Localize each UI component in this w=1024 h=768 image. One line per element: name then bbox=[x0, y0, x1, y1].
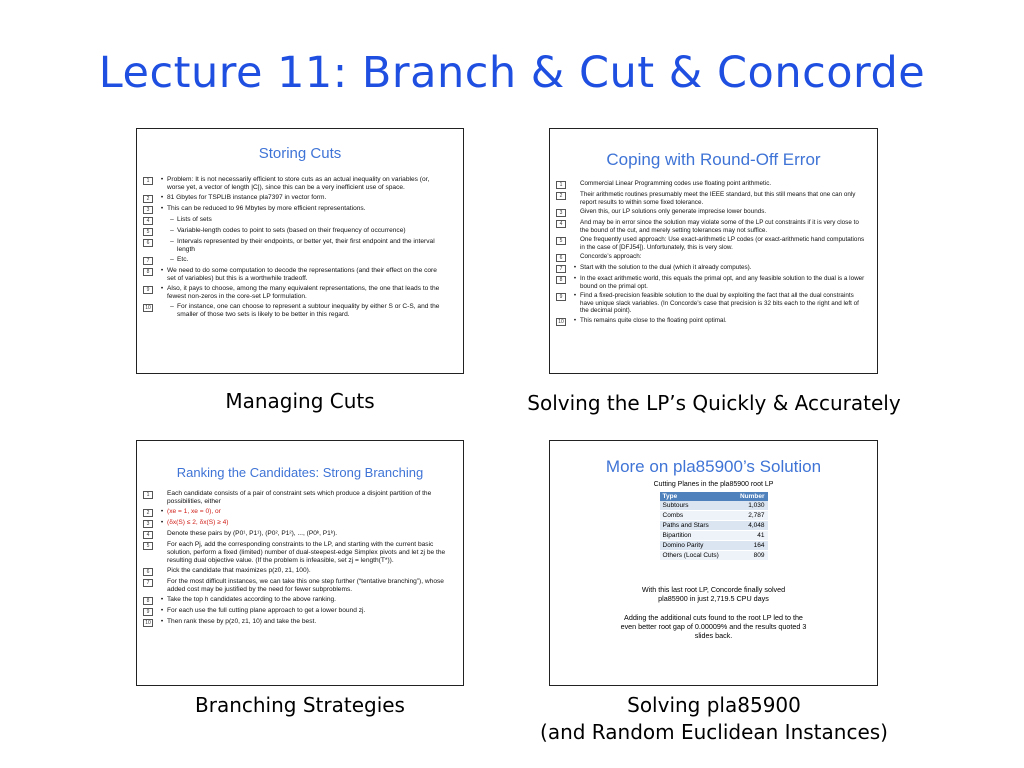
line-number: 10 bbox=[143, 304, 153, 312]
bullet: • bbox=[160, 618, 164, 625]
list-item-text: Lists of sets bbox=[177, 216, 212, 223]
list-item-text: For the most difficult instances, we can take this one step further (“tentative branching”), whose added cost may be justified by the need for fewer subproblems. bbox=[167, 578, 444, 593]
bullet: • bbox=[160, 596, 164, 603]
line-number: 2 bbox=[143, 509, 153, 517]
list-item bbox=[143, 567, 451, 576]
line-number: 9 bbox=[556, 293, 566, 301]
table-row bbox=[660, 531, 768, 541]
list-item-text: In the exact arithmetic world, this equals the primal opt, and any feasible solution to the dual is a lower bound on the primal opt. bbox=[580, 275, 865, 290]
bullet: – bbox=[170, 227, 174, 234]
thumbnail-storing-cuts[interactable] bbox=[136, 128, 464, 374]
list-item bbox=[143, 607, 451, 616]
list-item-text: (δx(S) ≤ 2, δx(S) ≥ 4) bbox=[167, 519, 229, 526]
bullet: • bbox=[160, 194, 164, 201]
list-item-text: Pick the candidate that maximizes p(z0, z1, 100). bbox=[167, 567, 311, 574]
cut-type-cell: Domino Parity bbox=[660, 541, 732, 551]
list-item-text: 81 Gbytes for TSPLIB instance pla7397 in vector form. bbox=[167, 194, 327, 201]
table-row bbox=[660, 511, 768, 521]
cut-count-cell: 164 bbox=[732, 541, 768, 551]
list-item-text: And may be in error since the solution may violate some of the LP cut constraints if it is very close to the bound of the cut, and merely setting tolerances may not suffice. bbox=[580, 219, 859, 234]
list-item bbox=[556, 180, 865, 189]
thumbnail-title: Storing Cuts bbox=[258, 145, 342, 162]
list-item-text: Commercial Linear Programming codes use floating point arithmetic. bbox=[580, 180, 772, 187]
bullet: • bbox=[160, 205, 164, 212]
line-number: 8 bbox=[143, 597, 153, 605]
list-item-text: We need to do some computation to decode the representations (and their effect on the core set of variables) but this is a worthwhile tradeoff. bbox=[167, 267, 437, 282]
line-number: 1 bbox=[143, 491, 153, 499]
bullet: – bbox=[170, 303, 174, 310]
line-number: 9 bbox=[143, 286, 153, 294]
thumbnail-title: Coping with Round-Off Error bbox=[606, 150, 821, 169]
line-number: 10 bbox=[143, 619, 153, 627]
cut-type-cell: Bipartition bbox=[660, 531, 732, 541]
line-number: 10 bbox=[556, 318, 566, 326]
list-item bbox=[143, 205, 447, 214]
bullet: • bbox=[573, 316, 577, 324]
line-number: 1 bbox=[556, 181, 566, 189]
bullet: • bbox=[573, 264, 577, 271]
cut-type-cell: Others (Local Cuts) bbox=[660, 551, 732, 561]
thumbnail-title: Ranking the Candidates: Strong Branching bbox=[176, 465, 424, 480]
list-item-text: For each Pj, add the corresponding constraints to the LP, and starting with the current basic solution, perform a fixed (limited) number of dual-steepest-edge Simplex pivots and let zj be the resulting dual objective value. (If the problem is infeasible, set zj = length(T*)). bbox=[167, 541, 446, 564]
list-item bbox=[143, 285, 447, 301]
caption-branching-strategies: Branching Strategies bbox=[195, 693, 405, 717]
list-item bbox=[143, 519, 451, 528]
list-item-text: Etc. bbox=[177, 256, 189, 263]
list-item bbox=[556, 236, 865, 251]
list-item bbox=[143, 303, 447, 319]
list-item-text: (xe = 1, xe = 0), or bbox=[167, 508, 221, 515]
list-item bbox=[143, 508, 451, 517]
table-caption: Cutting Planes in the pla85900 root LP bbox=[653, 481, 774, 488]
thumbnail-round-off-error[interactable] bbox=[549, 128, 878, 374]
list-item-text: Variable-length codes to point to sets (based on their frequency of occurrence) bbox=[177, 227, 406, 234]
list-item bbox=[143, 490, 451, 506]
line-number: 9 bbox=[143, 608, 153, 616]
bullet: • bbox=[160, 176, 164, 183]
list-item bbox=[143, 578, 451, 594]
thumbnail-body bbox=[550, 180, 877, 326]
caption-solving-pla85900 bbox=[500, 692, 928, 746]
line-number: 5 bbox=[143, 542, 153, 550]
list-item bbox=[556, 191, 865, 206]
table-header: Type bbox=[660, 492, 732, 501]
bullet: • bbox=[573, 292, 577, 299]
line-number: 3 bbox=[143, 206, 153, 214]
cut-type-cell: Subtours bbox=[660, 501, 732, 511]
line-number: 3 bbox=[556, 209, 566, 217]
list-item bbox=[556, 208, 865, 217]
line-number: 8 bbox=[143, 268, 153, 276]
line-number: 4 bbox=[143, 217, 153, 225]
line-number: 6 bbox=[556, 254, 566, 262]
thumbnail-title: More on pla85900’s Solution bbox=[605, 457, 822, 476]
caption-solving-lps: Solving the LP’s Quickly & Accurately bbox=[527, 391, 901, 415]
list-item-text: For each use the full cutting plane approach to get a lower bound zj. bbox=[167, 607, 366, 614]
line-number: 2 bbox=[143, 195, 153, 203]
table-row bbox=[660, 521, 768, 531]
thumbnail-pla85900-solution[interactable] bbox=[549, 440, 878, 686]
bullet: • bbox=[160, 267, 164, 274]
bullet: • bbox=[160, 519, 164, 526]
caption-managing-cuts: Managing Cuts bbox=[225, 389, 375, 413]
line-number: 6 bbox=[143, 568, 153, 576]
list-item bbox=[143, 267, 447, 283]
list-item-text: Given this, our LP solutions only generate imprecise lower bounds. bbox=[580, 208, 767, 215]
line-number: 4 bbox=[556, 220, 566, 228]
list-item-text: Start with the solution to the dual (which it already computes). bbox=[580, 264, 752, 271]
list-item-text: Intervals represented by their endpoints, or better yet, their first endpoint and the interval length bbox=[177, 238, 435, 253]
line-number: 5 bbox=[143, 228, 153, 236]
cut-count-cell: 809 bbox=[732, 551, 768, 561]
cut-count-cell: 1,030 bbox=[732, 501, 768, 511]
table-row bbox=[660, 551, 768, 561]
list-item-text: Denote these pairs by (P0¹, P1¹), (P0², P1²), ..., (P0ᵏ, P1ᵏ). bbox=[167, 530, 338, 537]
line-number: 5 bbox=[556, 237, 566, 245]
cut-count-cell: 41 bbox=[732, 531, 768, 541]
list-item-text: Find a fixed-precision feasible solution to the dual by exploiting the fact that all the dual constraints have unique slack variables. (In Concorde’s case that precision is 32 bits each to the right and left of the decimal point). bbox=[580, 292, 859, 314]
line-number: 8 bbox=[556, 276, 566, 284]
line-number: 6 bbox=[143, 239, 153, 247]
list-item-text: This remains quite close to the floating point optimal. bbox=[580, 316, 727, 324]
cut-type-cell: Paths and Stars bbox=[660, 521, 732, 531]
summary-paragraph: With this last root LP, Concorde finally solved pla85900 in just 2,719.5 CPU days bbox=[641, 585, 786, 603]
list-item-text: For instance, one can choose to represent a subtour inequality by either S or C-S, and the smaller of those two sets is likely to be better in this regard. bbox=[177, 303, 440, 318]
slide-title: Lecture 11: Branch & Cut & Concorde bbox=[98, 48, 926, 98]
bullet: – bbox=[170, 238, 174, 245]
list-item bbox=[143, 194, 447, 203]
list-item bbox=[143, 596, 451, 605]
bullet: – bbox=[170, 216, 174, 223]
cutting-planes-table bbox=[660, 492, 768, 561]
bullet: • bbox=[573, 275, 577, 282]
list-item bbox=[556, 317, 865, 326]
list-item bbox=[143, 530, 451, 539]
list-item bbox=[556, 292, 865, 315]
thumbnail-body bbox=[137, 176, 463, 319]
list-item bbox=[143, 256, 447, 265]
table-row bbox=[660, 541, 768, 551]
line-number: 7 bbox=[143, 257, 153, 265]
list-item bbox=[556, 264, 865, 273]
line-number: 7 bbox=[556, 265, 566, 273]
list-item-text: This can be reduced to 96 Mbytes by more efficient representations. bbox=[167, 205, 366, 212]
bullet: • bbox=[160, 607, 164, 614]
list-item bbox=[143, 618, 451, 627]
bullet: • bbox=[160, 285, 164, 292]
table-row bbox=[660, 501, 768, 511]
summary-paragraph: Adding the additional cuts found to the root LP led to the even better root gap of 0.00009% and the results quoted 3 slides back. bbox=[620, 613, 807, 640]
list-item bbox=[556, 219, 865, 234]
list-item-text: Take the top h candidates according to the above ranking. bbox=[167, 596, 336, 603]
line-number: 3 bbox=[143, 520, 153, 528]
table-header: Number bbox=[732, 492, 768, 501]
list-item-text: Each candidate consists of a pair of constraint sets which produce a disjoint partition of the possibilities, either bbox=[167, 490, 432, 505]
cut-type-cell: Combs bbox=[660, 511, 732, 521]
list-item bbox=[556, 275, 865, 290]
cut-count-cell: 2,787 bbox=[732, 511, 768, 521]
list-item bbox=[143, 541, 451, 565]
list-item-text: Their arithmetic routines presumably meet the IEEE standard, but this still means that one can only report results to within some fixed tolerance. bbox=[580, 191, 856, 206]
caption-line: Solving pla85900 bbox=[627, 693, 801, 717]
list-item-text: Also, it pays to choose, among the many equivalent representations, the one that leads to the fewest non-zeros in the core-set LP formulation. bbox=[167, 285, 440, 300]
thumbnail-body bbox=[137, 490, 463, 627]
list-item-text: Problem: It is not necessarily efficient to store cuts as an actual inequality on variables (or, worse yet, a vector of length |C|), since this can be a very inefficient use of space. bbox=[167, 176, 430, 191]
line-number: 2 bbox=[556, 192, 566, 200]
list-item bbox=[143, 227, 447, 236]
list-item bbox=[143, 176, 447, 192]
bullet: – bbox=[170, 256, 174, 263]
line-number: 1 bbox=[143, 177, 153, 185]
list-item bbox=[143, 216, 447, 225]
line-number: 4 bbox=[143, 531, 153, 539]
list-item-text: Then rank these by p(z0, z1, 10) and take the best. bbox=[167, 618, 317, 625]
line-number: 7 bbox=[143, 579, 153, 587]
cut-count-cell: 4,048 bbox=[732, 521, 768, 531]
caption-line: (and Random Euclidean Instances) bbox=[540, 720, 888, 744]
thumbnail-strong-branching[interactable] bbox=[136, 440, 464, 686]
bullet: • bbox=[160, 508, 164, 515]
list-item bbox=[143, 238, 447, 254]
list-item-text: One frequently used approach: Use exact-arithmetic LP codes (or exact-arithmetic hand computations in the case of [DFJ54]). Unfortunately, this is very slow. bbox=[580, 236, 865, 251]
list-item-text: Concorde’s approach: bbox=[580, 253, 642, 260]
list-item bbox=[556, 253, 865, 262]
